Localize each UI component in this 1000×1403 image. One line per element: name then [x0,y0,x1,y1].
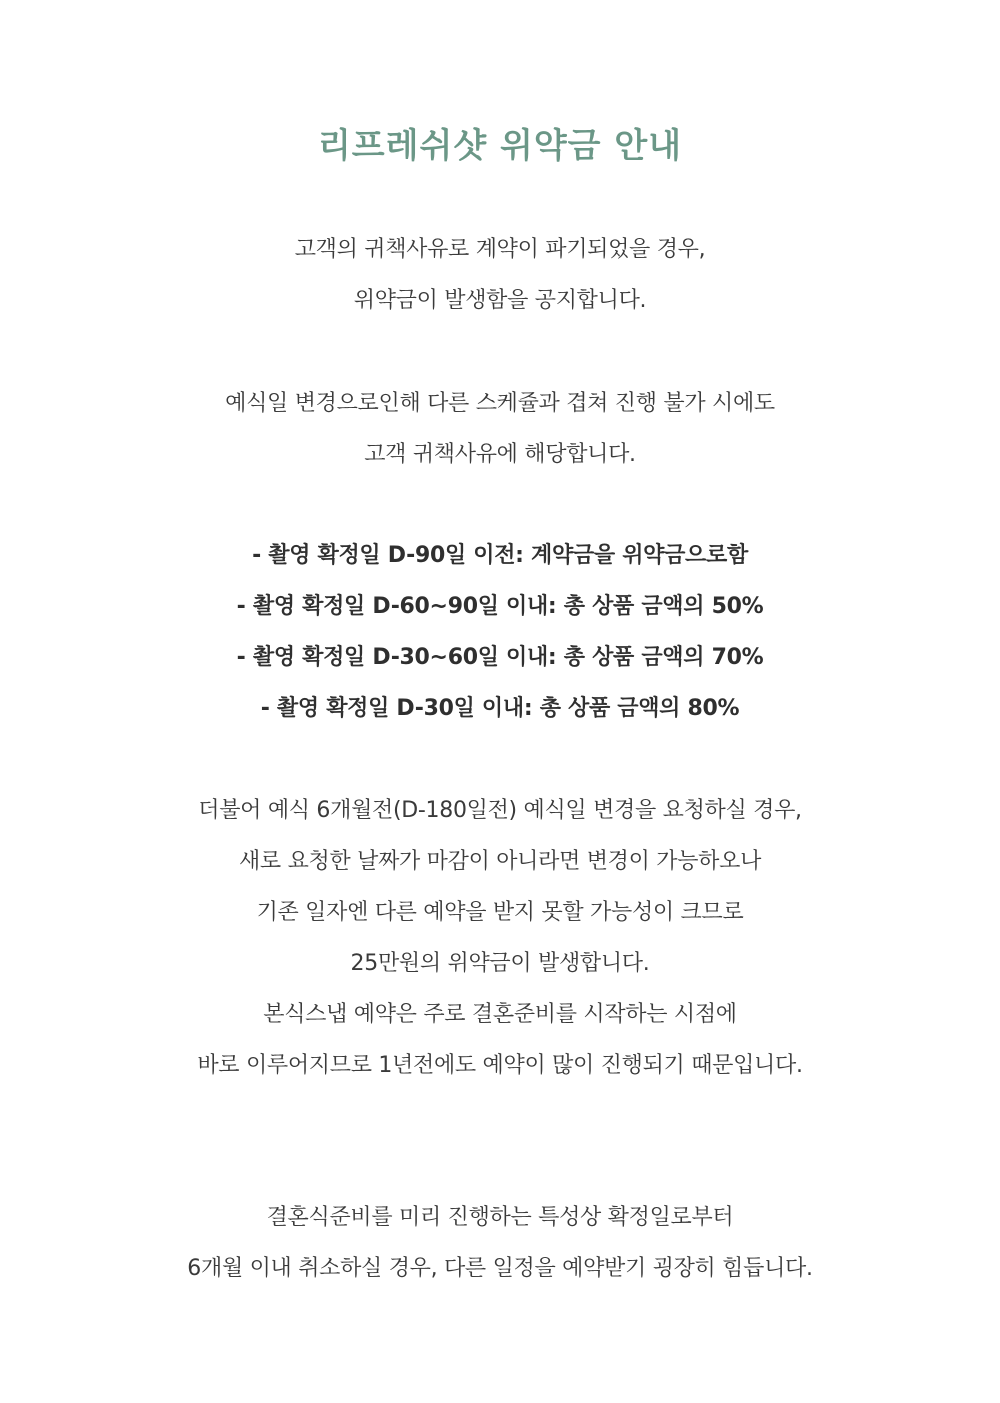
penalty-rule-item: - 촬영 확정일 D-30일 이내: 총 상품 금액의 80% [260,696,740,721]
text-line: 예식일 변경으로인해 다른 스케쥴과 겹쳐 진행 불가 시에도 [225,391,775,416]
text-line: 6개월 이내 취소하실 경우, 다른 일정을 예약받기 굉장히 힘듭니다. [187,1256,813,1281]
text-line: 바로 이루어지므로 1년전에도 예약이 많이 진행되기 때문입니다. [197,1053,803,1078]
page-title: 리프레쉬샷 위약금 안내 [317,126,683,166]
text-line: 고객의 귀책사유로 계약이 파기되었을 경우, [294,237,706,262]
text-line: 기존 일자엔 다른 예약을 받지 못할 가능성이 크므로 [256,900,744,925]
text-line: 본식스냅 예약은 주로 결혼준비를 시작하는 시점에 [263,1002,737,1027]
text-line: 25만원의 위약금이 발생합니다. [350,951,650,976]
penalty-rule-item: - 촬영 확정일 D-90일 이전: 계약금을 위약금으로함 [252,543,748,568]
text-line: 결혼식준비를 미리 진행하는 특성상 확정일로부터 [266,1205,734,1230]
text-line: 새로 요청한 날짜가 마감이 아니라면 변경이 가능하오나 [238,849,762,874]
text-line: 고객 귀책사유에 해당합니다. [364,442,636,467]
penalty-rule-item: - 촬영 확정일 D-30~60일 이내: 총 상품 금액의 70% [236,645,764,670]
text-line: 더불어 예식 6개월전(D-180일전) 예식일 변경을 요청하실 경우, [198,798,802,823]
penalty-rule-item: - 촬영 확정일 D-60~90일 이내: 총 상품 금액의 50% [236,594,764,619]
text-line: 위약금이 발생함을 공지합니다. [353,288,647,313]
